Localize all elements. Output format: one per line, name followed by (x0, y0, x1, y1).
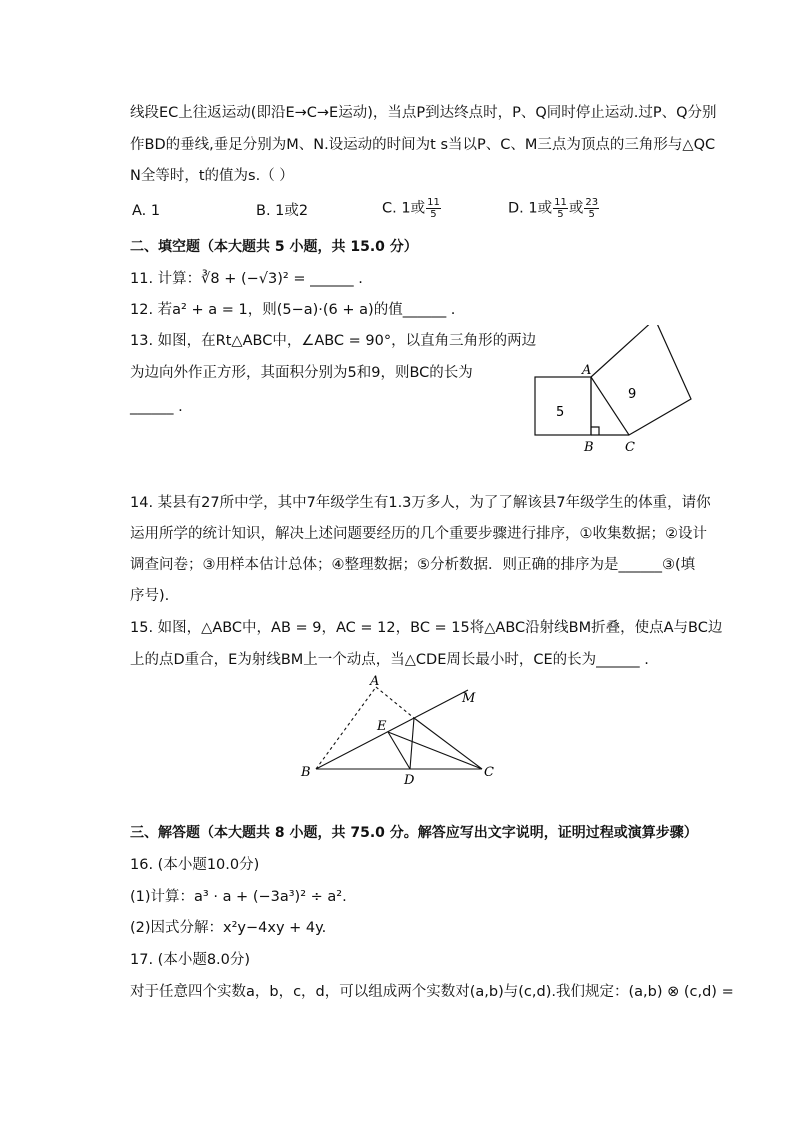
q13-figure (525, 325, 700, 460)
q14-line3: 调查问卷；③用样本估计总体；④整理数据；⑤分析数据．则正确的排序为是______③(填 (130, 557, 696, 573)
q10-option-d-prefix: D. 1或 (508, 200, 553, 217)
q14-line4: 序号). (130, 588, 170, 604)
fraction-denominator: 5 (557, 209, 564, 220)
q15-line2: 上的点D重合，E为射线BM上一个动点，当△CDE周长最小时，CE的长为______ . (130, 652, 649, 668)
right-angle-marker (591, 427, 599, 435)
q15-line1: 15. 如图，△ABC中，AB = 9，AC = 12，BC = 15将△ABC沿射线BM折叠，使点A与BC边 (130, 620, 723, 636)
fraction-11-5 (553, 197, 568, 220)
segment-c-to-bm (414, 718, 482, 769)
q16-heading: 16. (本小题10.0分) (130, 857, 260, 873)
q10-option-d (508, 197, 600, 220)
fraction-denominator: 5 (430, 209, 437, 220)
point-m-label: M (462, 691, 476, 706)
fraction-23-5 (584, 197, 599, 220)
q10-option-c-prefix: C. 1或 (382, 200, 426, 217)
point-a-label: A (370, 674, 380, 689)
q14-line1: 14. 某县有27所中学，其中7年级学生有1.3万多人，为了了解该县7年级学生的体重，请你 (130, 495, 711, 511)
fraction-denominator: 5 (588, 209, 595, 220)
point-d-label: D (404, 773, 415, 788)
section-2-heading: 二、填空题（本大题共 5 小题，共 15.0 分） (130, 239, 418, 255)
q17-heading: 17. (本小题8.0分) (130, 952, 251, 968)
segment-ed (388, 732, 410, 769)
q16-part2: (2)因式分解：x²y−4xy + 4y. (130, 920, 327, 936)
q10-line3: N全等时，t的值为s.（ ） (130, 168, 294, 184)
point-a-label: A (582, 363, 592, 378)
section-3-heading: 三、解答题（本大题共 8 小题，共 75.0 分。解答应写出文字说明，证明过程或演算步骤） (130, 825, 698, 841)
ray-bm (316, 690, 468, 769)
left-square-label: 5 (556, 405, 565, 420)
fraction-numerator: 11 (427, 197, 440, 208)
fraction-numerator: 11 (554, 197, 567, 208)
point-c-label: C (625, 440, 635, 455)
q10-option-c (382, 197, 442, 220)
right-square (591, 325, 691, 435)
q10-line1: 线段EC上往返运动(即沿E→C→E运动)，当点P到达终点时，P、Q同时停止运动.过P、Q分别 (130, 105, 717, 121)
right-square-label: 9 (628, 387, 637, 402)
fraction-11-5 (426, 197, 441, 220)
dashed-ab (316, 687, 376, 769)
q10-option-b: B. 1或2 (256, 203, 309, 219)
segment-fold-to-d (410, 718, 414, 769)
q13-line1: 13. 如图，在Rt△ABC中，∠ABC = 90°，以直角三角形的两边 (130, 333, 537, 349)
q10-option-d-mid: 或 (568, 200, 584, 217)
point-b-label: B (301, 765, 311, 780)
point-c-label: C (484, 765, 494, 780)
q13-line2: 为边向外作正方形，其面积分别为5和9，则BC的长为 (130, 365, 473, 381)
q13-line3: ______ . (130, 399, 183, 415)
point-b-label: B (584, 440, 594, 455)
q11-text: 11. 计算：∛8 + (−√3)² = ______ . (130, 271, 363, 287)
q10-option-a: A. 1 (132, 203, 161, 219)
point-e-label: E (377, 719, 387, 734)
q15-figure (295, 672, 505, 790)
dashed-ac (376, 687, 414, 718)
segment-ec (388, 732, 482, 769)
q16-part1: (1)计算：a³ · a + (−3a³)² ÷ a². (130, 889, 347, 905)
q10-line2: 作BD的垂线,垂足分别为M、N.设运动的时间为t s当以P、C、M三点为顶点的三角形与△QC (130, 137, 716, 153)
q14-line2: 运用所学的统计知识，解决上述问题要经历的几个重要步骤进行排序，①收集数据；②设计 (130, 526, 707, 542)
fraction-numerator: 23 (585, 197, 599, 208)
q17-line1: 对于任意四个实数a，b，c，d，可以组成两个实数对(a,b)与(c,d).我们规定：(a,b) ⊗ (c,d) = (130, 984, 734, 1000)
q12-text: 12. 若a² + a = 1，则(5−a)·(6 + a)的值______ . (130, 302, 456, 318)
